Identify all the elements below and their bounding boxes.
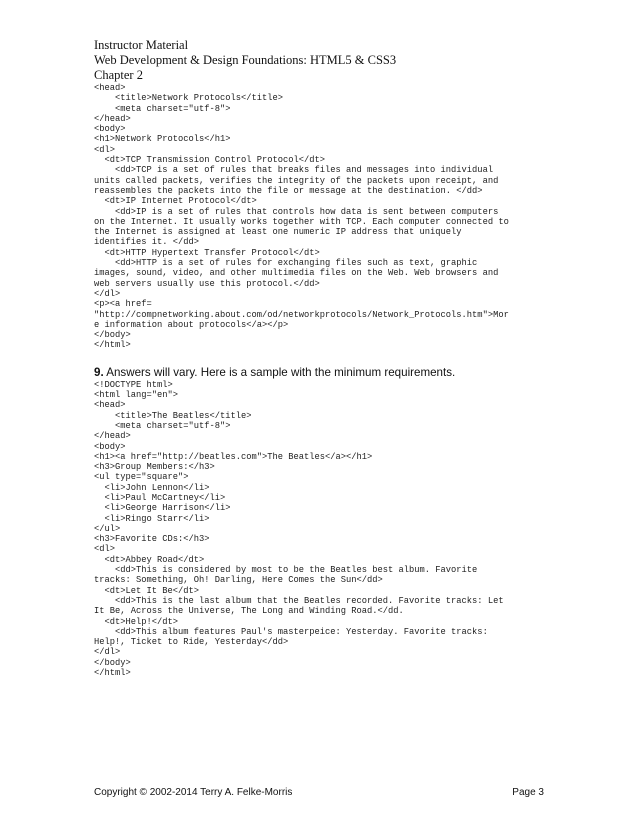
answer-number: 9. — [94, 365, 104, 379]
footer-page-number: Page 3 — [512, 787, 544, 798]
document-header — [94, 38, 544, 83]
header-line-instructor: Instructor Material — [94, 38, 189, 52]
document-footer — [94, 787, 544, 799]
answer-text: Answers will vary. Here is a sample with the minimum requirements. — [103, 365, 456, 379]
header-line-book-title: Web Development & Design Foundations: HTML5 & CSS3 — [94, 53, 397, 67]
footer-copyright: Copyright © 2002-2014 Terry A. Felke-Morris — [94, 787, 293, 798]
document-page — [94, 38, 544, 678]
answer-heading — [94, 366, 544, 380]
header-line-chapter: Chapter 2 — [94, 68, 143, 82]
code-block-network-protocols: <head> <title>Network Protocols</title> <meta charset="utf-8"> </head> <body> <h1>Network Protocols</h1> <dl> <dt>TCP Transmission Control Protocol</dt> <dd>TCP is a set of rules that breaks files and messages into individual units called packets, verifies the integrity of the packets upon receipt, and reassembles the packets into the file or message at the destination. </dd> <dt>IP Internet Protocol</dt> <dd>IP is a set of rules that controls how data is sent between computers on the Internet. It usually works together with TCP. Each computer connected to the Internet is assigned at least one numeric IP address that uniquely identifies it. </dd> <dt>HTTP Hypertext Transfer Protocol</dt> <dd>HTTP is a set of rules for exchanging files such as text, graphic images, sound, video, and other multimedia files on the Web. Web browsers and web servers usually use this protocol.</dd> </dl> <p><a href= "http://compnetworking.about.com/od/networkprotocols/Network_Protocols.htm">Mor e information about protocols</a></p> </body> </html> — [94, 83, 509, 351]
code-block-beatles: <!DOCTYPE html> <html lang="en"> <head> <title>The Beatles</title> <meta charset="utf-8"> </head> <body> <h1><a href="http://beatles.com">The Beatles</a></h1> <h3>Group Members:</h3> <ul type="square"> <li>John Lennon</li> <li>Paul McCartney</li> <li>George Harrison</li> <li>Ringo Starr</li> </ul> <h3>Favorite CDs:</h3> <dl> <dt>Abbey Road</dt> <dd>This is considered by most to be the Beatles best album. Favorite tracks: Something, Oh! Darling, Here Comes the Sun</dd> <dt>Let It Be</dt> <dd>This is the last album that the Beatles recorded. Favorite tracks: Let It Be, Across the Universe, The Long and Winding Road.</dd. <dt>Help!</dt> <dd>This album features Paul's masterpeice: Yesterday. Favorite tracks: Help!, Ticket to Ride, Yesterday</dd> </dl> </body> </html> — [94, 379, 504, 679]
